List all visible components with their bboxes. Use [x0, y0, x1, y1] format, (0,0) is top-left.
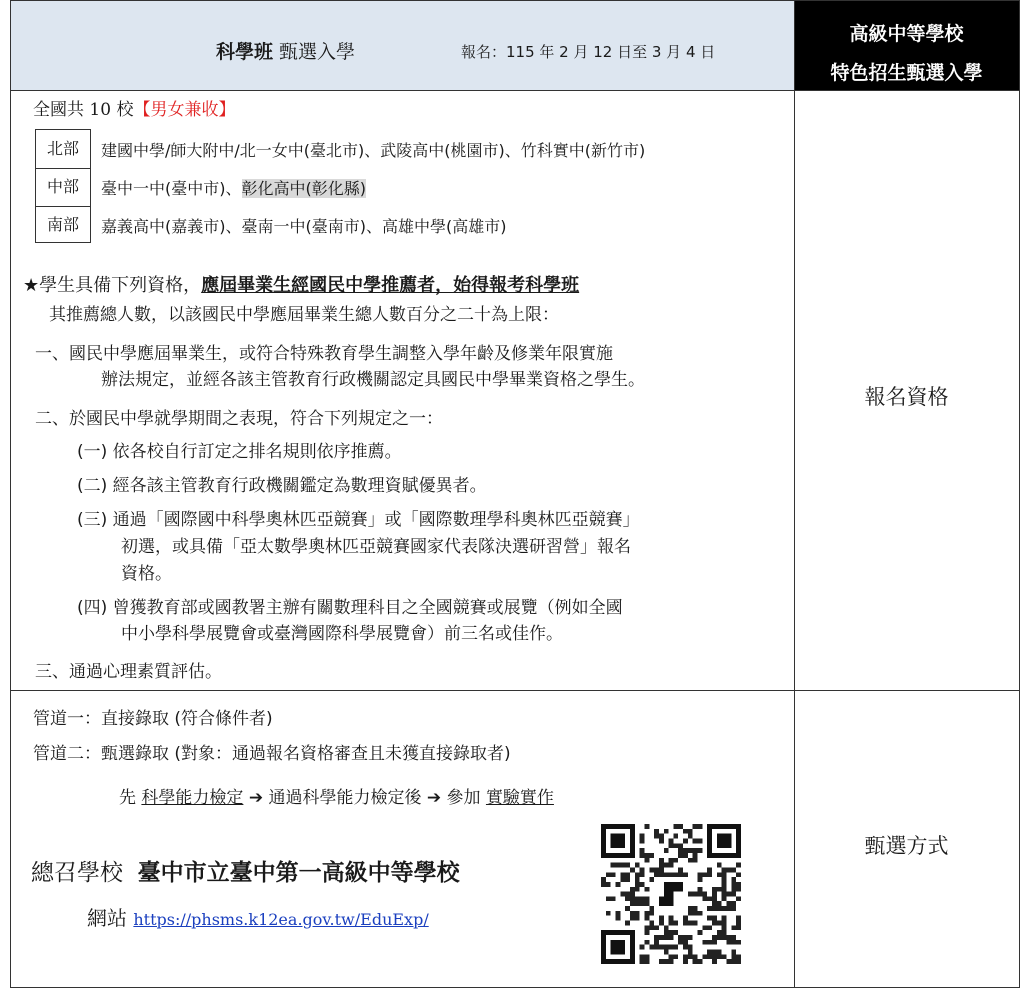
- central-schools: 臺中一中(臺中市)、彰化高中(彰化縣): [101, 179, 366, 198]
- website-line: 網站 https://phsms.k12ea.gov.tw/EduExp/: [87, 906, 429, 930]
- region-north: 北部: [36, 130, 90, 169]
- selection-method-label: 甄選方式: [864, 834, 949, 858]
- criteria-2-sub4-line2: 中小學科學展覽會或臺灣國際科學展覽會）前三名或佳作。: [121, 624, 563, 644]
- qr-code-icon: [601, 824, 741, 964]
- path-1: 管道一：直接錄取 (符合條件者): [33, 709, 273, 729]
- region-table: [35, 129, 91, 243]
- criteria-2-sub3-line3: 資格。: [121, 564, 172, 584]
- criteria-2: 二、於國民中學就學期間之表現，符合下列規定之一：: [35, 409, 443, 429]
- criteria-2-sub3-line2: 初選，或具備「亞太數學奧林匹亞競賽國家代表隊決選研習營」報名: [121, 537, 631, 557]
- recommend-limit: 其推薦總人數，以該國民中學應屆畢業生總人數百分之二十為上限：: [49, 305, 559, 325]
- schools-count-line: 全國共 10 校【男女兼收】: [33, 100, 236, 120]
- criteria-2-sub3-line1: (三) 通過「國際國中科學奧林匹亞競賽」或「國際數理學科奧林匹亞競賽」: [77, 510, 640, 530]
- website-link[interactable]: https://phsms.k12ea.gov.tw/EduExp/: [133, 910, 429, 929]
- criteria-2-sub1: (一) 依各校自行訂定之排名規則依序推薦。: [77, 442, 402, 462]
- north-schools: 建國中學/師大附中/北一女中(臺北市)、武陵高中(桃園市)、竹科實中(新竹市): [101, 141, 646, 160]
- category-header: [794, 1, 1019, 90]
- header-cell: [11, 1, 794, 90]
- criteria-2-sub4-line1: (四) 曾獲教育部或國教署主辦有關數理科目之全國競賽或展覽（例如全國: [77, 598, 623, 618]
- page-title: 科學班 甄選入學: [216, 41, 356, 63]
- criteria-3: 三、通過心理素質評估。: [35, 662, 222, 682]
- criteria-2-sub2: (二) 經各該主管教育行政機關鑑定為數理資賦優異者。: [77, 476, 487, 496]
- registration-date: 報名：115 年 2 月 12 日至 3 月 4 日: [461, 43, 716, 61]
- arrow-right-icon: ➔: [248, 788, 264, 808]
- criteria-1-line2: 辦法規定，並經各該主管教育行政機關認定具國民中學畢業資格之學生。: [101, 370, 645, 390]
- arrow-right-icon: ➔: [426, 788, 442, 808]
- host-school-name: 臺中市立臺中第一高級中等學校: [137, 859, 460, 886]
- path-2: 管道二：甄選錄取 (對象：通過報名資格審查且未獲直接錄取者): [33, 744, 511, 764]
- flow-step-science-test: 科學能力檢定: [141, 788, 244, 808]
- category-line2: 特色招生甄選入學: [830, 62, 983, 84]
- host-school-line: 總召學校 臺中市立臺中第一高級中等學校: [31, 859, 460, 886]
- eligibility-intro: ★學生具備下列資格，應屆畢業生經國民中學推薦者，始得報考科學班: [23, 275, 580, 296]
- eligibility-label: 報名資格: [864, 385, 949, 409]
- south-schools: 嘉義高中(嘉義市)、臺南一中(臺南市)、高雄中學(高雄市): [101, 217, 507, 236]
- criteria-1-line1: 一、國民中學應屆畢業生，或符合特殊教育學生調整入學年齡及修業年限實施: [35, 344, 613, 364]
- category-line1: 高級中等學校: [849, 23, 964, 45]
- region-central: 中部: [36, 168, 90, 207]
- flow-step-lab-practice: 實驗實作: [485, 788, 554, 808]
- admission-table: [10, 0, 1020, 988]
- selection-flow: 先 科學能力檢定 ➔ 通過科學能力檢定後 ➔ 參加 實驗實作: [119, 788, 554, 808]
- region-south: 南部: [46, 215, 79, 234]
